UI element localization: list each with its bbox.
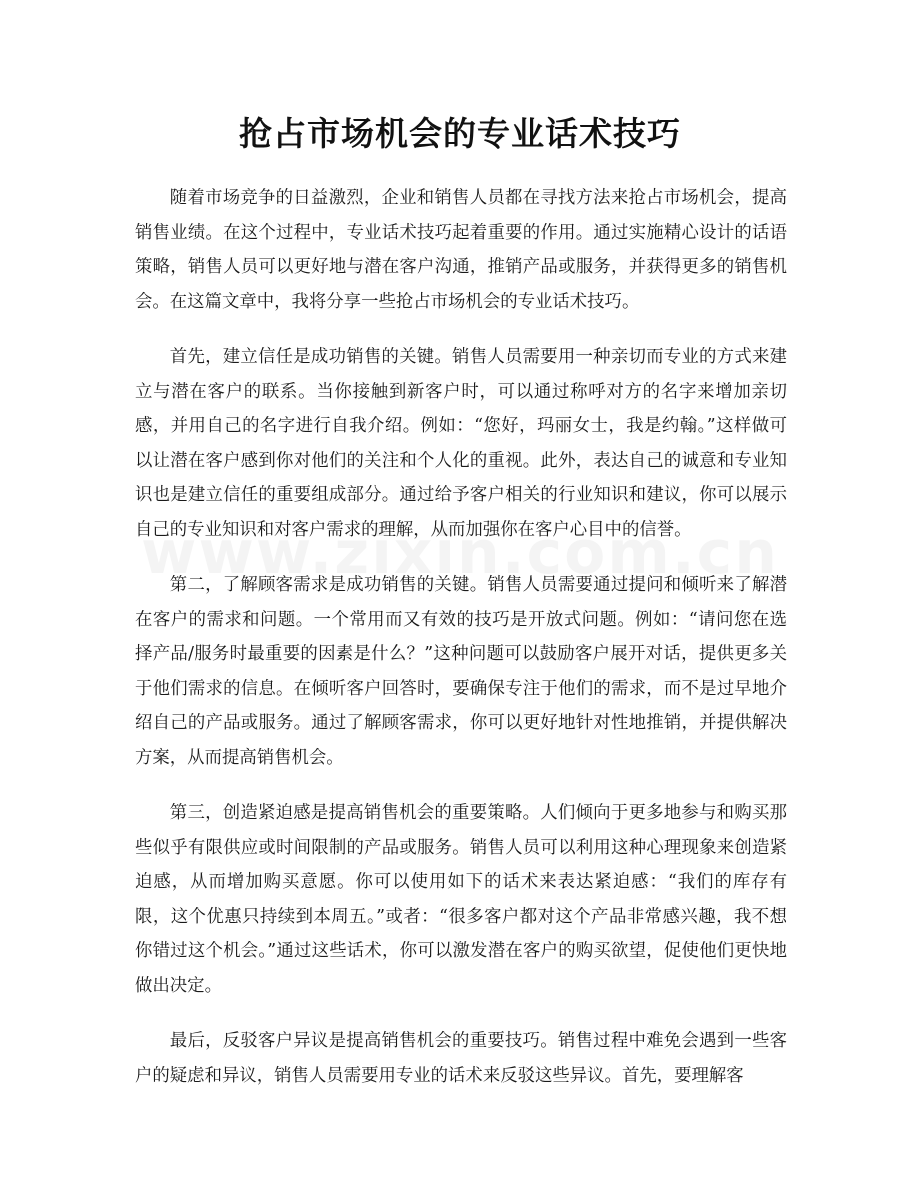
paragraph-objections: 最后，反驳客户异议是提高销售机会的重要技巧。销售过程中难免会遇到一些客户的疑虑和异议，销售人员需要用专业的话术来反驳这些异议。首先，要理解客	[135, 1031, 787, 1086]
document-body	[135, 181, 787, 1114]
paragraph-intro: 随着市场竞争的日益激烈，企业和销售人员都在寻找方法来抢占市场机会，提高销售业绩。在这个过程中，专业话术技巧起着重要的作用。通过实施精心设计的话语策略，销售人员可以更好地与潜在客户沟通，推销产品或服务，并获得更多的销售机会。在这篇文章中，我将分享一些抢占市场机会的专业话术技巧。	[135, 188, 787, 312]
document-title: 抢占市场机会的专业话术技巧	[239, 114, 681, 153]
paragraph-customer-needs: 第二，了解顾客需求是成功销售的关键。销售人员需要通过提问和倾听来了解潜在客户的需求和问题。一个常用而又有效的技巧是开放式问题。例如：“请问您在选择产品/服务时最重要的因素是什么？”这种问题可以鼓励客户展开对话，提供更多关于他们需求的信息。在倾听客户回答时，要确保专注于他们的需求，而不是过早地介绍自己的产品或服务。通过了解顾客需求，你可以更好地针对性地推销，并提供解决方案，从而提高销售机会。	[135, 575, 787, 768]
paragraph-build-trust: 首先，建立信任是成功销售的关键。销售人员需要用一种亲切而专业的方式来建立与潜在客户的联系。当你接触到新客户时，可以通过称呼对方的名字来增加亲切感，并用自己的名字进行自我介绍。例如：“您好，玛丽女士，我是约翰。”这样做可以让潜在客户感到你对他们的关注和个人化的重视。此外，表达自己的诚意和专业知识也是建立信任的重要组成部分。通过给予客户相关的行业知识和建议，你可以展示自己的专业知识和对客户需求的理解，从而加强你在客户心目中的信誉。	[135, 347, 787, 540]
paragraph-urgency: 第三，创造紧迫感是提高销售机会的重要策略。人们倾向于更多地参与和购买那些似乎有限供应或时间限制的产品或服务。销售人员可以利用这种心理现象来创造紧迫感，从而增加购买意愿。你可以使用如下的话术来表达紧迫感：“我们的库存有限，这个优惠只持续到本周五。”或者：“很多客户都对这个产品非常感兴趣，我不想你错过这个机会。”通过这些话术，你可以激发潜在客户的购买欲望，促使他们更快地做出决定。	[135, 803, 787, 996]
